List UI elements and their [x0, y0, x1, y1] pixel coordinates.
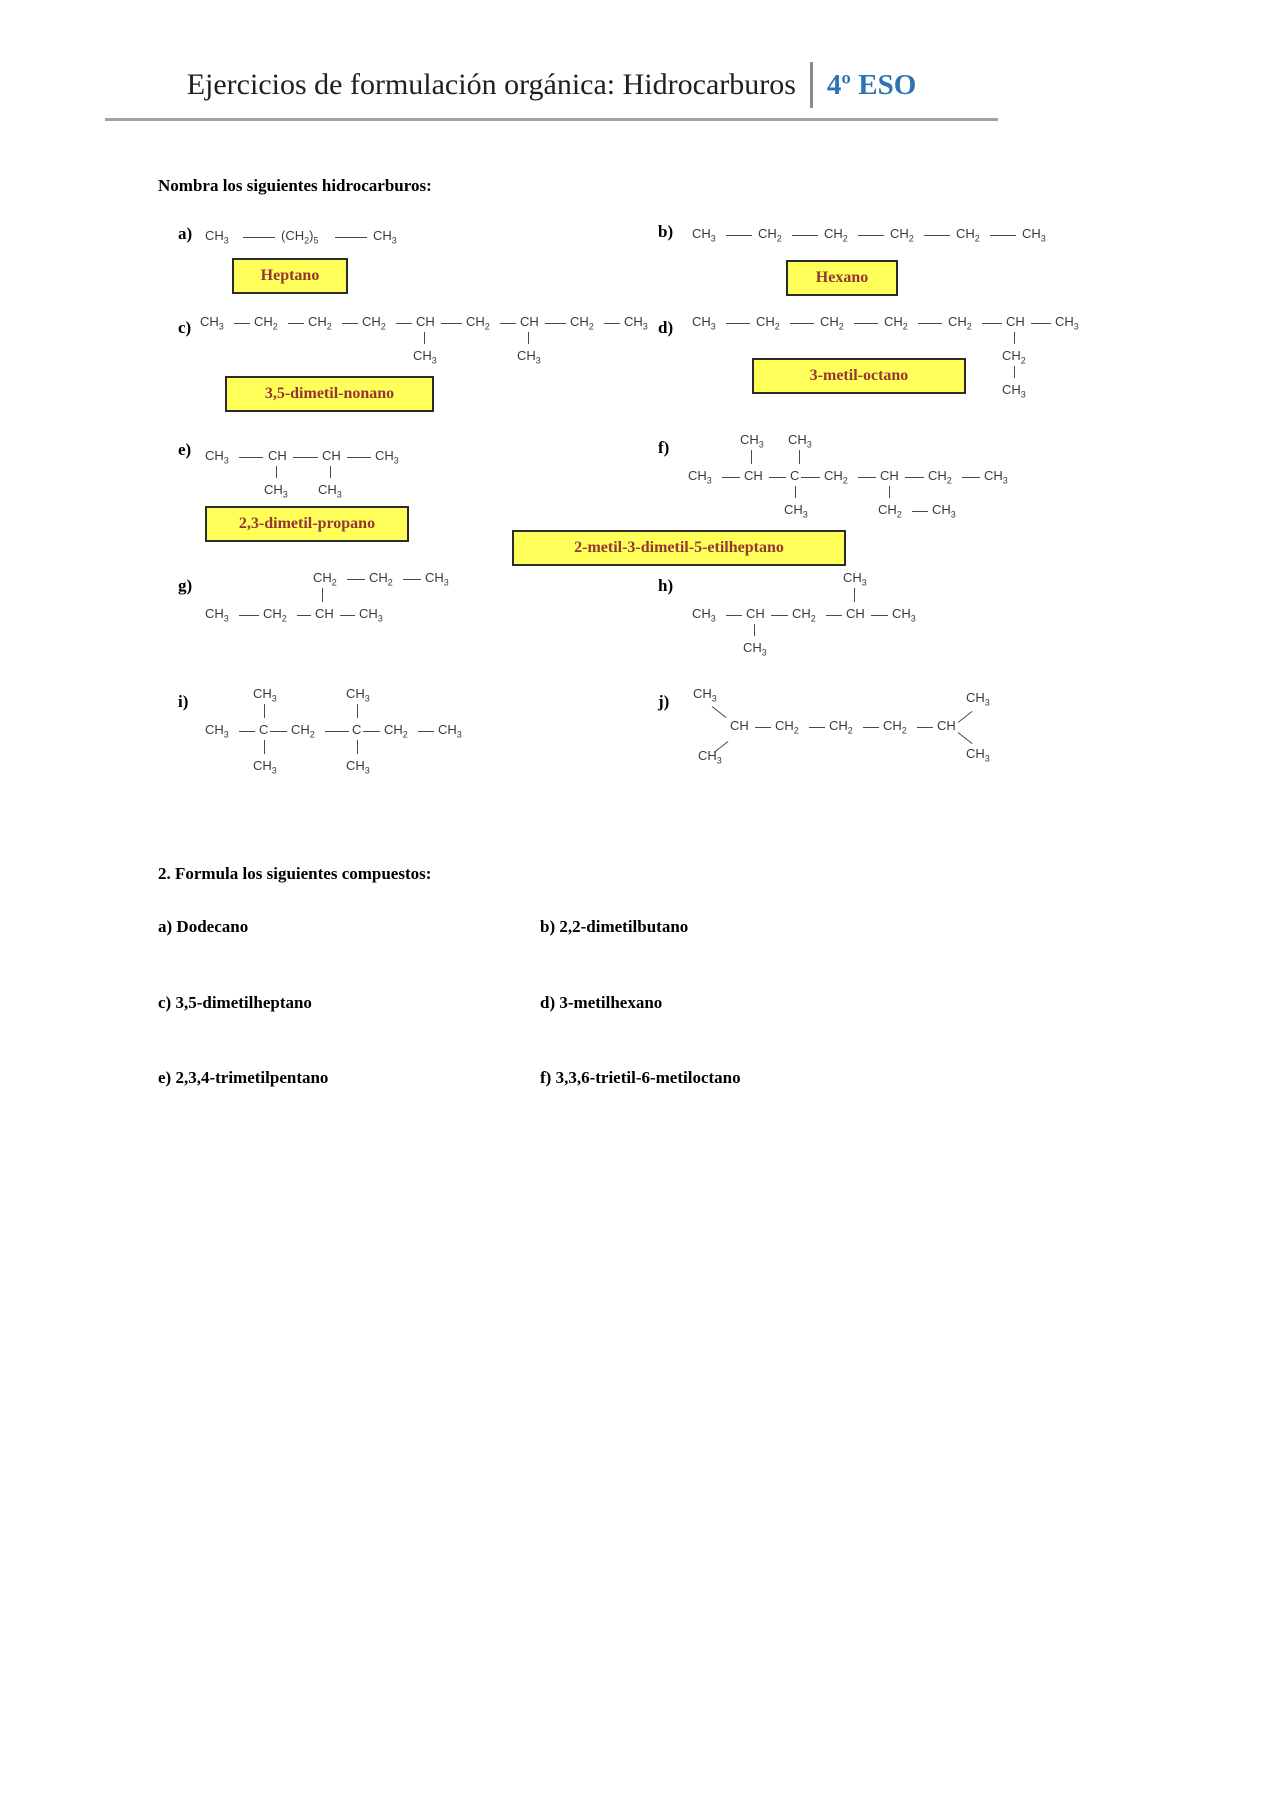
- formula-fragment: $CH_3$: [843, 570, 867, 588]
- formula-fragment: $CH_3$: [743, 640, 767, 658]
- formula-fragment: $CH_2$: [291, 722, 315, 740]
- bond-horizontal-icon: [403, 579, 421, 580]
- bond-horizontal-icon: [293, 457, 318, 458]
- bond-horizontal-icon: [982, 323, 1002, 324]
- formula-fragment: $CH_3$: [375, 448, 399, 466]
- bond-vertical-icon: [754, 624, 755, 636]
- bond-vertical-icon: [751, 450, 752, 464]
- exercise-f-label: f): [658, 438, 670, 457]
- bond-horizontal-icon: [917, 727, 933, 728]
- bond-horizontal-icon: [239, 457, 263, 458]
- bond-horizontal-icon: [726, 323, 750, 324]
- bond-horizontal-icon: [858, 235, 884, 236]
- bond-horizontal-icon: [243, 237, 275, 238]
- formula-fragment: $CH_3$: [966, 690, 990, 708]
- bond-horizontal-icon: [771, 615, 788, 616]
- formula-fragment: $CH_2$: [466, 314, 490, 332]
- bond-diagonal-icon: [958, 711, 973, 723]
- formula-fragment: C: [352, 722, 362, 737]
- formula-fragment: $CH_3$: [1022, 226, 1046, 244]
- bond-horizontal-icon: [347, 579, 365, 580]
- bond-horizontal-icon: [858, 477, 876, 478]
- formula-fragment: $CH_3$: [692, 314, 716, 332]
- bond-horizontal-icon: [340, 615, 355, 616]
- bond-vertical-icon: [795, 486, 796, 498]
- formula-fragment: $CH_2$: [928, 468, 952, 486]
- bond-horizontal-icon: [912, 511, 928, 512]
- exercise-e-label: e): [178, 440, 192, 459]
- bond-vertical-icon: [322, 588, 323, 602]
- section2-item-b: b) 2,2-dimetilbutano: [540, 917, 689, 936]
- bond-horizontal-icon: [604, 323, 620, 324]
- exercise-d-label: d): [658, 318, 674, 337]
- bond-horizontal-icon: [918, 323, 942, 324]
- formula-fragment: $CH_3$: [692, 606, 716, 624]
- bond-vertical-icon: [889, 486, 890, 498]
- bond-horizontal-icon: [924, 235, 950, 236]
- bond-horizontal-icon: [239, 731, 255, 732]
- section2-item-f: f) 3,3,6-trietil-6-metiloctano: [540, 1068, 741, 1087]
- bond-horizontal-icon: [990, 235, 1016, 236]
- bond-horizontal-icon: [863, 727, 879, 728]
- formula-fragment: $CH_2$: [883, 718, 907, 736]
- bond-horizontal-icon: [545, 323, 566, 324]
- section2-heading: 2. Formula los siguientes compuestos:: [158, 864, 432, 883]
- formula-fragment: $CH_2$: [263, 606, 287, 624]
- exercise-b-label: b): [658, 222, 674, 241]
- bond-vertical-icon: [799, 450, 800, 464]
- bond-vertical-icon: [424, 332, 425, 344]
- formula-fragment: $CH_2$: [384, 722, 408, 740]
- formula-fragment: $CH_3$: [966, 746, 990, 764]
- formula-fragment: $CH_2$: [570, 314, 594, 332]
- bond-horizontal-icon: [826, 615, 842, 616]
- exercise-g-label: g): [178, 576, 193, 595]
- exercise-h-label: h): [658, 576, 674, 595]
- formula-fragment: $CH_2$: [956, 226, 980, 244]
- formula-fragment: CH: [730, 718, 749, 733]
- formula-fragment: CH: [416, 314, 435, 329]
- formula-fragment: $CH_3$: [984, 468, 1008, 486]
- formula-fragment: $CH_3$: [253, 686, 277, 704]
- formula-fragment: $CH_3$: [200, 314, 224, 332]
- grade-badge: 4º ESO: [826, 68, 917, 101]
- formula-fragment: $CH_3$: [693, 686, 717, 704]
- formula-fragment: $CH_3$: [346, 758, 370, 776]
- formula-fragment: $CH_2$: [820, 314, 844, 332]
- formula-fragment: CH: [880, 468, 899, 483]
- bond-horizontal-icon: [342, 323, 358, 324]
- formula-fragment: $(CH_2)_5$: [281, 228, 319, 246]
- bond-diagonal-icon: [712, 706, 727, 718]
- bond-horizontal-icon: [297, 615, 311, 616]
- bond-vertical-icon: [264, 704, 265, 718]
- exercise-j-label: j): [658, 692, 670, 711]
- formula-fragment: $CH_2$: [792, 606, 816, 624]
- formula-fragment: $CH_3$: [692, 226, 716, 244]
- formula-fragment: $CH_3$: [784, 502, 808, 520]
- formula-fragment: $CH_2$: [254, 314, 278, 332]
- exercise-a-label: a): [178, 224, 193, 243]
- bond-diagonal-icon: [958, 732, 973, 744]
- formula-fragment: $CH_3$: [1055, 314, 1079, 332]
- bond-horizontal-icon: [769, 477, 786, 478]
- formula-fragment: $CH_3$: [205, 448, 229, 466]
- formula-fragment: $CH_2$: [878, 502, 902, 520]
- bond-horizontal-icon: [1031, 323, 1051, 324]
- formula-fragment: $CH_2$: [884, 314, 908, 332]
- section1-heading: Nombra los siguientes hidrocarburos:: [158, 176, 432, 195]
- formula-fragment: $CH_3$: [264, 482, 288, 500]
- formula-fragment: $CH_3$: [359, 606, 383, 624]
- answer-box-b: Hexano: [786, 260, 898, 296]
- bond-horizontal-icon: [792, 235, 818, 236]
- section2-item-d: d) 3-metilhexano: [540, 993, 663, 1012]
- answer-box-f: 2-metil-3-dimetil-5-etilheptano: [512, 530, 846, 566]
- formula-fragment: $CH_2$: [1002, 348, 1026, 366]
- formula-fragment: $CH_2$: [890, 226, 914, 244]
- formula-fragment: $CH_3$: [425, 570, 449, 588]
- formula-fragment: $CH_2$: [369, 570, 393, 588]
- bond-horizontal-icon: [270, 731, 287, 732]
- bond-horizontal-icon: [335, 237, 367, 238]
- exercise-i-label: i): [178, 692, 189, 711]
- bond-horizontal-icon: [726, 235, 752, 236]
- formula-fragment: $CH_3$: [346, 686, 370, 704]
- bond-horizontal-icon: [755, 727, 771, 728]
- formula-fragment: $CH_3$: [413, 348, 437, 366]
- formula-fragment: $CH_3$: [205, 722, 229, 740]
- formula-fragment: CH: [322, 448, 341, 463]
- formula-fragment: $CH_3$: [253, 758, 277, 776]
- bond-horizontal-icon: [347, 457, 371, 458]
- bond-vertical-icon: [276, 466, 277, 478]
- formula-fragment: $CH_2$: [824, 226, 848, 244]
- formula-fragment: $CH_3$: [740, 432, 764, 450]
- bond-horizontal-icon: [418, 731, 434, 732]
- formula-fragment: $CH_2$: [948, 314, 972, 332]
- bond-horizontal-icon: [239, 615, 259, 616]
- bond-vertical-icon: [528, 332, 529, 344]
- bond-vertical-icon: [357, 740, 358, 754]
- bond-vertical-icon: [330, 466, 331, 478]
- formula-fragment: $CH_3$: [892, 606, 916, 624]
- formula-fragment: $CH_3$: [373, 228, 397, 246]
- formula-fragment: $CH_3$: [698, 748, 722, 766]
- formula-fragment: $CH_3$: [788, 432, 812, 450]
- bond-horizontal-icon: [396, 323, 412, 324]
- bond-horizontal-icon: [325, 731, 349, 732]
- formula-fragment: CH: [846, 606, 865, 621]
- formula-fragment: CH: [268, 448, 287, 463]
- bond-vertical-icon: [1014, 332, 1015, 344]
- formula-fragment: CH: [520, 314, 539, 329]
- formula-fragment: $CH_3$: [517, 348, 541, 366]
- formula-fragment: $CH_3$: [624, 314, 648, 332]
- bond-horizontal-icon: [871, 615, 888, 616]
- formula-fragment: $CH_3$: [318, 482, 342, 500]
- bond-horizontal-icon: [962, 477, 980, 478]
- bond-vertical-icon: [854, 588, 855, 602]
- bond-vertical-icon: [264, 740, 265, 754]
- bond-horizontal-icon: [809, 727, 825, 728]
- formula-fragment: $CH_2$: [308, 314, 332, 332]
- formula-fragment: C: [790, 468, 800, 483]
- formula-fragment: CH: [315, 606, 334, 621]
- section2-item-c: c) 3,5-dimetilheptano: [158, 993, 312, 1012]
- formula-fragment: $CH_3$: [205, 606, 229, 624]
- answer-box-a: Heptano: [232, 258, 348, 294]
- formula-fragment: CH: [744, 468, 763, 483]
- bond-horizontal-icon: [726, 615, 742, 616]
- bond-horizontal-icon: [854, 323, 878, 324]
- formula-fragment: $CH_2$: [758, 226, 782, 244]
- bond-horizontal-icon: [905, 477, 924, 478]
- formula-fragment: $CH_3$: [688, 468, 712, 486]
- formula-fragment: $CH_2$: [824, 468, 848, 486]
- formula-fragment: $CH_2$: [313, 570, 337, 588]
- formula-fragment: $CH_2$: [829, 718, 853, 736]
- formula-fragment: CH: [746, 606, 765, 621]
- bond-horizontal-icon: [801, 477, 820, 478]
- bond-horizontal-icon: [441, 323, 462, 324]
- exercise-c-label: c): [178, 318, 192, 337]
- section2-item-e: e) 2,3,4-trimetilpentano: [158, 1068, 329, 1087]
- formula-fragment: CH: [1006, 314, 1025, 329]
- bond-vertical-icon: [1014, 366, 1015, 378]
- formula-fragment: $CH_3$: [932, 502, 956, 520]
- answer-box-c: 3,5-dimetil-nonano: [225, 376, 434, 412]
- bond-horizontal-icon: [363, 731, 380, 732]
- answer-box-d: 3-metil-octano: [752, 358, 966, 394]
- bond-horizontal-icon: [288, 323, 304, 324]
- bond-horizontal-icon: [722, 477, 740, 478]
- formula-fragment: C: [259, 722, 269, 737]
- bond-vertical-icon: [357, 704, 358, 718]
- bond-horizontal-icon: [234, 323, 250, 324]
- formula-fragment: $CH_2$: [362, 314, 386, 332]
- page-title: Ejercicios de formulación orgánica: Hidrocarburos: [186, 68, 796, 101]
- formula-fragment: $CH_2$: [756, 314, 780, 332]
- formula-fragment: $CH_2$: [775, 718, 799, 736]
- formula-fragment: $CH_3$: [205, 228, 229, 246]
- bond-horizontal-icon: [500, 323, 516, 324]
- formula-fragment: $CH_3$: [438, 722, 462, 740]
- bond-horizontal-icon: [790, 323, 814, 324]
- formula-fragment: CH: [937, 718, 956, 733]
- answer-box-e: 2,3-dimetil-propano: [205, 506, 409, 542]
- formula-fragment: $CH_3$: [1002, 382, 1026, 400]
- section2-item-a: a) Dodecano: [158, 917, 249, 936]
